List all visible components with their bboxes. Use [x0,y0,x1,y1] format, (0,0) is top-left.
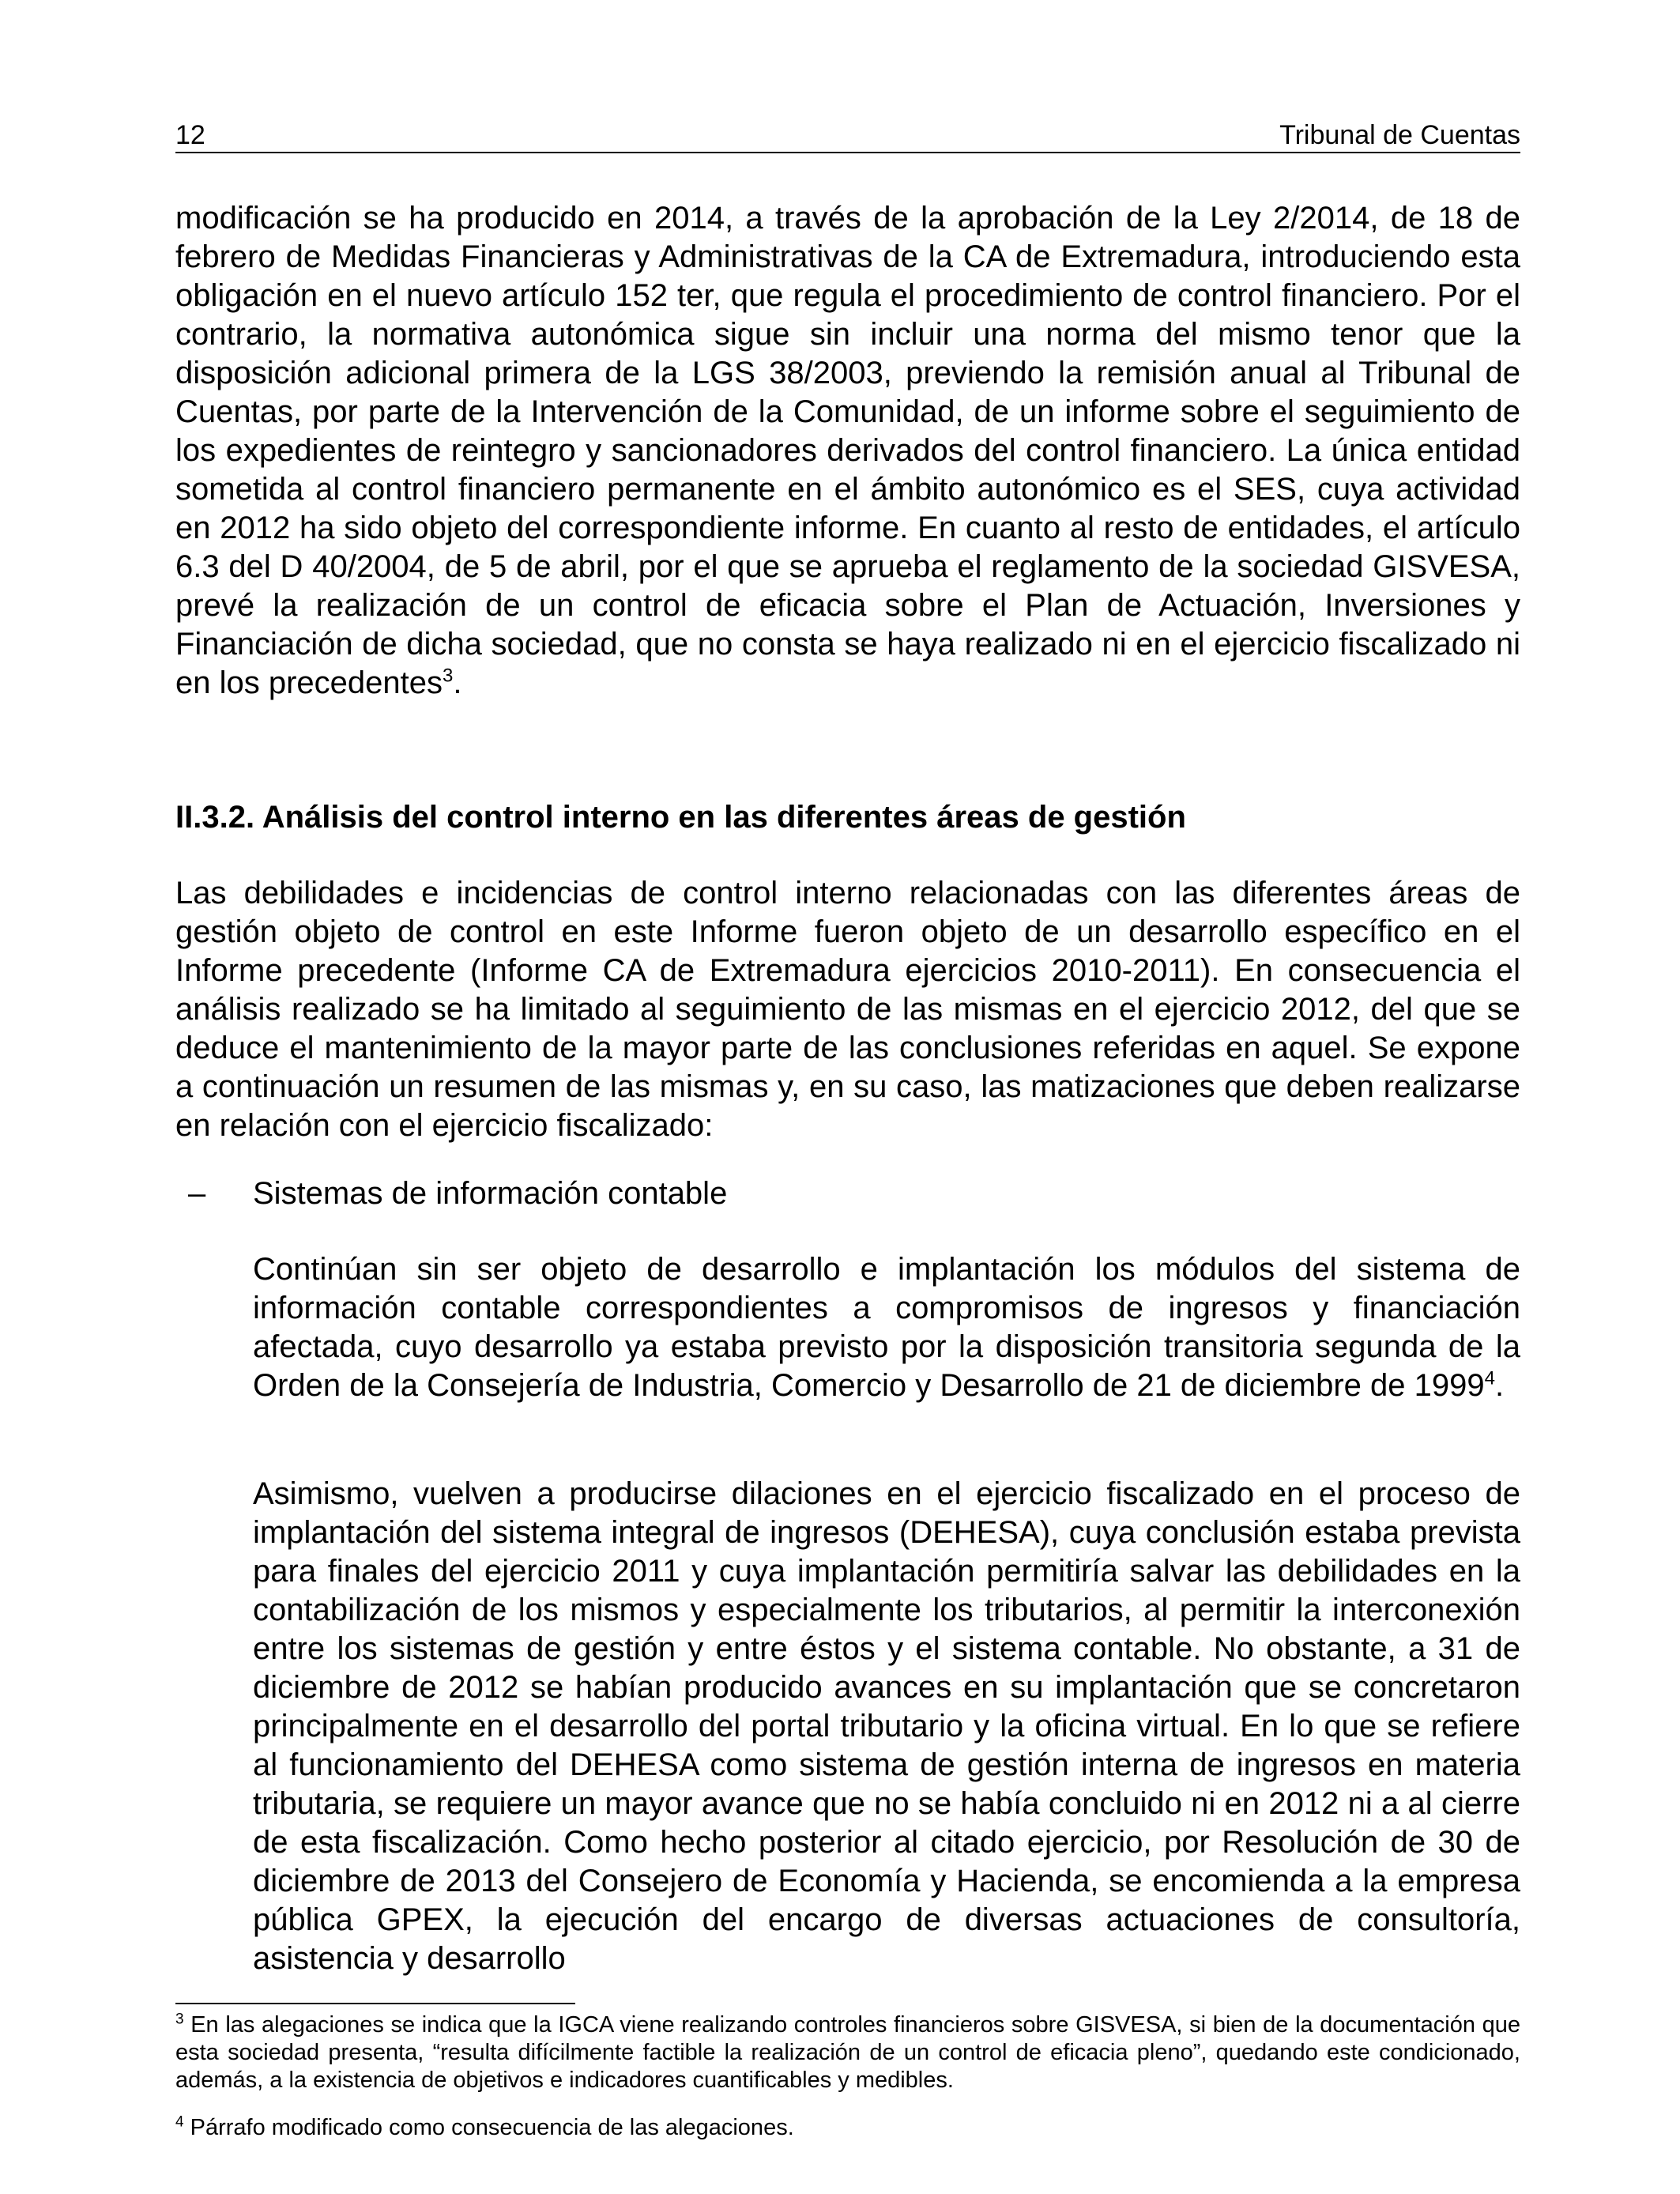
paragraph-end: . [453,665,462,700]
footnote-separator [175,2003,575,2004]
publication-name: Tribunal de Cuentas [1279,120,1520,150]
paragraph-control-financiero [175,199,1520,703]
paragraph-debilidades: Las debilidades e incidencias de control interno relacionadas con las diferentes áreas de gestión objeto de control en este Informe fueron objeto de un desarrollo específico en el Informe precedente (Informe CA de Extremadura ejercicios 2010-2011). En consecuencia el análisis realizado se ha limitado al seguimiento de las mismas en el ejercicio 2012, del que se deduce el mantenimiento de la mayor parte de las conclusiones referidas en aquel. Se expone a continuación un resumen de las mismas y, en su caso, las matizaciones que deben realizarse en relación con el ejercicio fiscalizado: [175,876,1520,1143]
footnote-number: 3 [175,2011,184,2028]
paragraph-text: Continúan sin ser objeto de desarrollo e implantación los módulos del sistema de información contable correspondientes a compromisos de ingresos y financiación afectada, cuyo desarrollo ya estaba previsto por la disposición transitoria segunda de la Orden de la Consejería de Industria, Comercio y Desarrollo de 21 de diciembre de 1999 [253,1252,1520,1403]
bullet-dash: – [188,1176,206,1211]
footnote-ref-4: 4 [1484,1367,1495,1389]
footnote-text: En las alegaciones se indica que la IGCA viene realizando controles financieros sobre GISVESA, si bien de la documentación que esta sociedad presenta, “resulta difícilmente factible la realización de un control de eficacia pleno”, quedando este condicionado, además, a la existencia de objetivos e indicadores cuantificables y medibles. [175,2012,1520,2093]
paragraph-end: . [1495,1368,1505,1403]
footnote-3 [175,2011,1520,2094]
bullet-item [175,1174,1520,1214]
bullet-title: Sistemas de información contable [253,1176,728,1211]
paragraph-dehesa: Asimismo, vuelven a producirse dilaciones en el ejercicio fiscalizado en el proceso de implantación del sistema integral de ingresos (DEHESA), cuya conclusión estaba prevista para finales del ejercicio 2011 y cuya implantación permitiría salvar las debilidades en la contabilización de los mismos y especialmente los tributarios, al permitir la interconexión entre los sistemas de gestión y entre éstos y el sistema contable. No obstante, a 31 de diciembre de 2012 se habían producido avances en su implantación que se concretaron principalmente en el desarrollo del portal tributario y la oficina virtual. En lo que se refiere al funcionamiento del DEHESA como sistema de gestión interna de ingresos en materia tributaria, se requiere un mayor avance que no se había concluido ni en 2012 ni a al cierre de esta fiscalización. Como hecho posterior al citado ejercicio, por Resolución de 30 de diciembre de 2013 del Consejero de Economía y Hacienda, se encomienda a la empresa pública GPEX, la ejecución del encargo de diversas actuaciones de consultoría, asistencia y desarrollo [253,1476,1520,1976]
page-header [175,119,1520,153]
footnote-ref-3: 3 [443,665,454,687]
page-number: 12 [175,120,205,150]
section-heading: II.3.2. Análisis del control interno en las diferentes áreas de gestión [175,800,1186,835]
footnote-4 [175,2114,1520,2142]
paragraph-modulos [253,1250,1520,1405]
paragraph-text: modificación se ha producido en 2014, a través de la aprobación de la Ley 2/2014, de 18 de febrero de Medidas Financieras y Administrativas de la CA de Extremadura, introduciendo esta obligación en el nuevo artículo 152 ter, que regula el procedimiento de control financiero. Por el contrario, la normativa autonómica sigue sin incluir una norma del mismo tenor que la disposición adicional primera de la LGS 38/2003, previendo la remisión anual al Tribunal de Cuentas, por parte de la Intervención de la Comunidad, de un informe sobre el seguimiento de los expedientes de reintegro y sancionadores derivados del control financiero. La única entidad sometida al control financiero permanente en el ámbito autonómico es el SES, cuya actividad en 2012 ha sido objeto del correspondiente informe. En cuanto al resto de entidades, el artículo 6.3 del D 40/2004, de 5 de abril, por el que se aprueba el reglamento de la sociedad GISVESA, prevé la realización de un control de eficacia sobre el Plan de Actuación, Inversiones y Financiación de dicha sociedad, que no consta se haya realizado ni en el ejercicio fiscalizado ni en los precedentes [175,201,1520,700]
footnote-text: Párrafo modificado como consecuencia de las alegaciones. [190,2115,794,2140]
footnote-number: 4 [175,2113,184,2131]
